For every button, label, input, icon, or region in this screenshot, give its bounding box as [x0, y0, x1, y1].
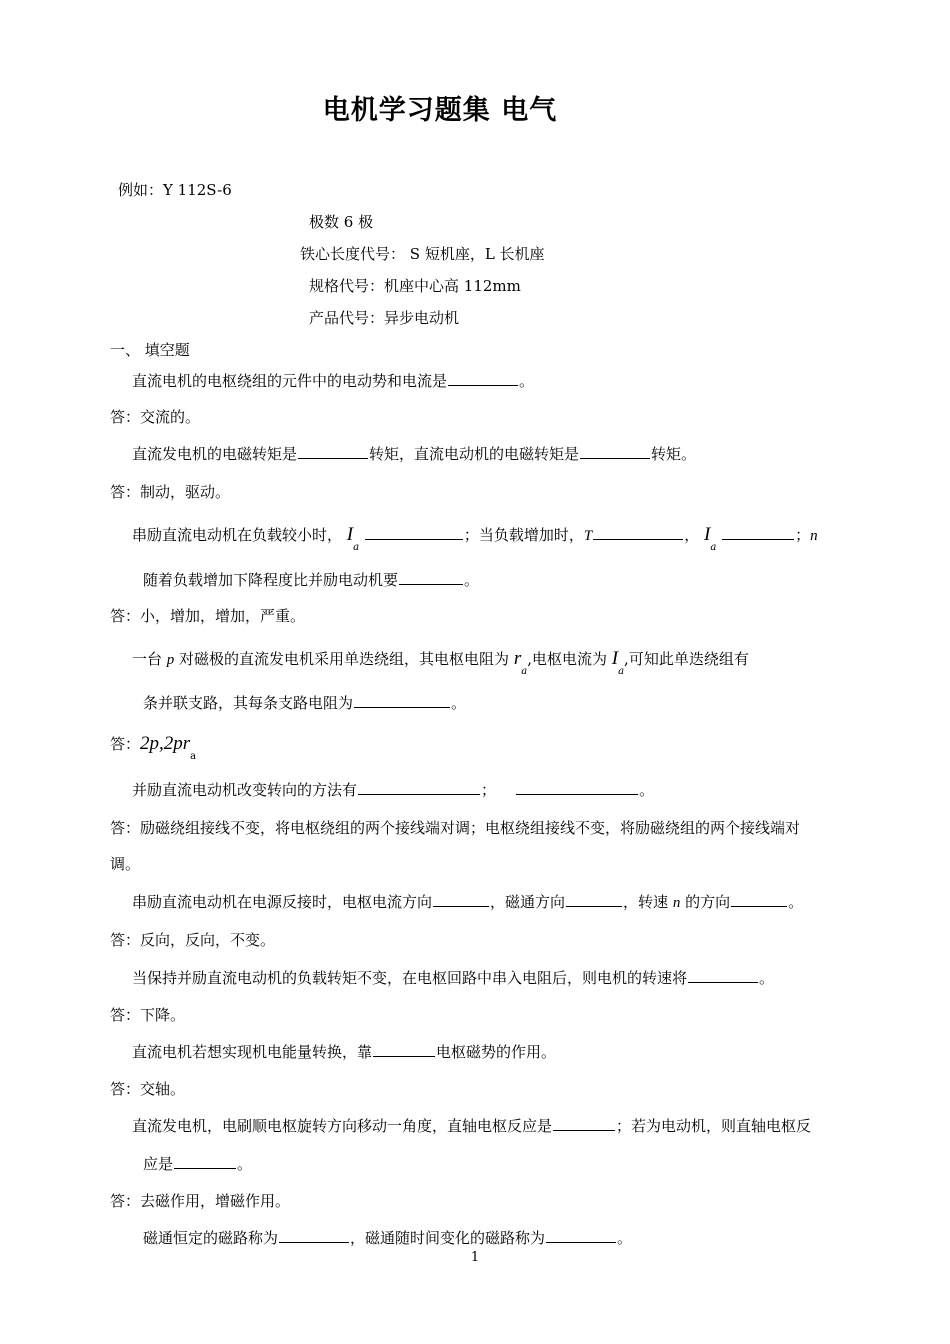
question-text: 磁通恒定的磁路称为: [143, 1229, 279, 1247]
answer-blank: [593, 525, 683, 540]
math-symbol: n: [810, 528, 818, 544]
answer-blank: [298, 444, 368, 459]
question-text: ；当负载增加时，: [463, 526, 584, 544]
question-text: ；: [795, 526, 811, 544]
answer-6: 答：反向，反向，不变。: [110, 931, 276, 949]
question-text: 当保持并励直流电动机的负载转矩不变，在电枢回路中串入电阻后，则电机的转速将: [132, 969, 688, 987]
answer-blank: [722, 525, 794, 540]
question-9: [132, 1116, 811, 1136]
question-text: 电枢磁势的作用。: [436, 1043, 557, 1061]
question-6: [132, 892, 803, 913]
question-text: 。: [451, 694, 467, 712]
question-text: ；: [481, 781, 497, 799]
page-number: 1: [470, 1250, 480, 1265]
math-subscript: a: [521, 666, 528, 677]
question-text: 直流发电机的电磁转矩是: [132, 445, 298, 463]
math-subscript: a: [710, 542, 717, 553]
math-symbol: I: [611, 648, 619, 669]
answer-blank: [553, 1116, 615, 1131]
math-symbol: p: [166, 652, 175, 668]
question-text: 。: [519, 372, 535, 390]
math-symbol: T: [583, 528, 593, 544]
answer-5-line-2: 调。: [110, 855, 141, 873]
answer-blank: [546, 1228, 616, 1243]
question-text: 。: [788, 893, 804, 911]
question-text: ，转速: [623, 893, 673, 911]
answer-blank: [174, 1154, 236, 1169]
question-text: 。: [237, 1155, 253, 1173]
example-label: 例如：Y 112S-6: [118, 181, 232, 199]
math-subscript: a: [190, 751, 197, 762]
question-text: 直流发电机，电刷顺电枢旋转方向移动一角度，直轴电枢反应是: [132, 1117, 553, 1135]
question-text: 对磁极的直流发电机采用单迭绕组，其电枢电阻为: [174, 650, 514, 668]
answer-blank: [365, 525, 463, 540]
answer-1: 答：交流的。: [110, 408, 201, 426]
answer-blank: [433, 892, 489, 907]
question-text: 应是: [143, 1155, 174, 1173]
math-symbol: n: [672, 895, 681, 911]
question-10: [143, 1228, 632, 1248]
answer-blank: [566, 892, 622, 907]
math-symbol: I: [346, 524, 354, 545]
question-9-line-2: [143, 1154, 252, 1174]
question-1: [132, 371, 534, 391]
question-text: 一台: [132, 650, 167, 668]
question-5: [132, 780, 654, 800]
answer-2: 答：制动，驱动。: [110, 483, 231, 501]
question-text: 直流电机若想实现机电能量转换，靠: [132, 1043, 373, 1061]
question-text: ，磁通随时间变化的磁路称为: [350, 1229, 546, 1247]
answer-8: 答：交轴。: [110, 1080, 186, 1098]
answer-blank: [399, 570, 463, 585]
math-subscript: a: [353, 542, 360, 553]
question-text: 的方向: [680, 893, 731, 911]
question-2: [132, 444, 696, 464]
answer-blank: [731, 892, 787, 907]
question-text: ,可知此单迭绕组有: [624, 650, 749, 668]
answer-blank: [279, 1228, 349, 1243]
question-text: 。: [759, 969, 775, 987]
answer-label: 答：: [110, 735, 141, 753]
answer-formula: 2p,2pr: [140, 733, 191, 754]
question-text: 。: [617, 1229, 633, 1247]
question-text: ；若为电动机，则直轴电枢反: [616, 1117, 812, 1135]
question-text: 随着负载增加下降程度比并励电动机要: [143, 571, 399, 589]
answer-7: 答：下降。: [110, 1006, 186, 1024]
question-3-line-2: [143, 570, 479, 590]
question-text: 串励直流电动机在电源反接时，电枢电流方向: [132, 893, 433, 911]
answer-3: 答：小，增加，增加，严重。: [110, 607, 306, 625]
example-line-poles: 极数 6 极: [309, 213, 374, 231]
question-7: [132, 968, 774, 988]
example-line-core-length: 铁心长度代号： S 短机座，L 长机座: [300, 245, 545, 263]
question-text: ，磁通方向: [490, 893, 566, 911]
question-4: [132, 648, 749, 677]
question-3: [132, 524, 818, 553]
question-8: [132, 1042, 556, 1062]
question-text: ,电枢电流为: [527, 650, 612, 668]
answer-blank: [373, 1042, 435, 1057]
document-title: 电机学习题集 电气: [322, 95, 558, 126]
question-text: 转矩。: [651, 445, 697, 463]
question-text: 转矩，直流电动机的电磁转矩是: [369, 445, 580, 463]
math-symbol: I: [704, 524, 711, 545]
question-text: 。: [464, 571, 480, 589]
question-text: 串励直流电动机在负载较小时，: [132, 526, 343, 544]
question-text: 条并联支路，其每条支路电阻为: [143, 694, 354, 712]
answer-5: 答：励磁绕组接线不变，将电枢绕组的两个接线端对调；电枢绕组接线不变，将励磁绕组的两个接线端对: [110, 819, 801, 837]
answer-4: [110, 733, 197, 762]
question-4-line-2: [143, 693, 466, 713]
answer-blank: [354, 693, 450, 708]
answer-blank: [688, 968, 758, 983]
answer-blank: [580, 444, 650, 459]
example-line-product-code: 产品代号：异步电动机: [309, 309, 460, 327]
example-line-frame-size: 规格代号：机座中心高 112mm: [309, 277, 521, 295]
answer-blank: [358, 780, 480, 795]
math-symbol: r: [513, 648, 522, 669]
question-text: 。: [639, 781, 655, 799]
question-text: 并励直流电动机改变转向的方法有: [132, 781, 358, 799]
math-subscript: a: [618, 666, 625, 677]
answer-9: 答：去磁作用，增磁作用。: [110, 1192, 291, 1210]
answer-blank: [448, 371, 518, 386]
question-text: 直流电机的电枢绕组的元件中的电动势和电流是: [132, 372, 448, 390]
section-heading: 一、 填空题: [110, 341, 190, 359]
answer-blank: [516, 780, 638, 795]
question-text: ，: [684, 526, 700, 544]
